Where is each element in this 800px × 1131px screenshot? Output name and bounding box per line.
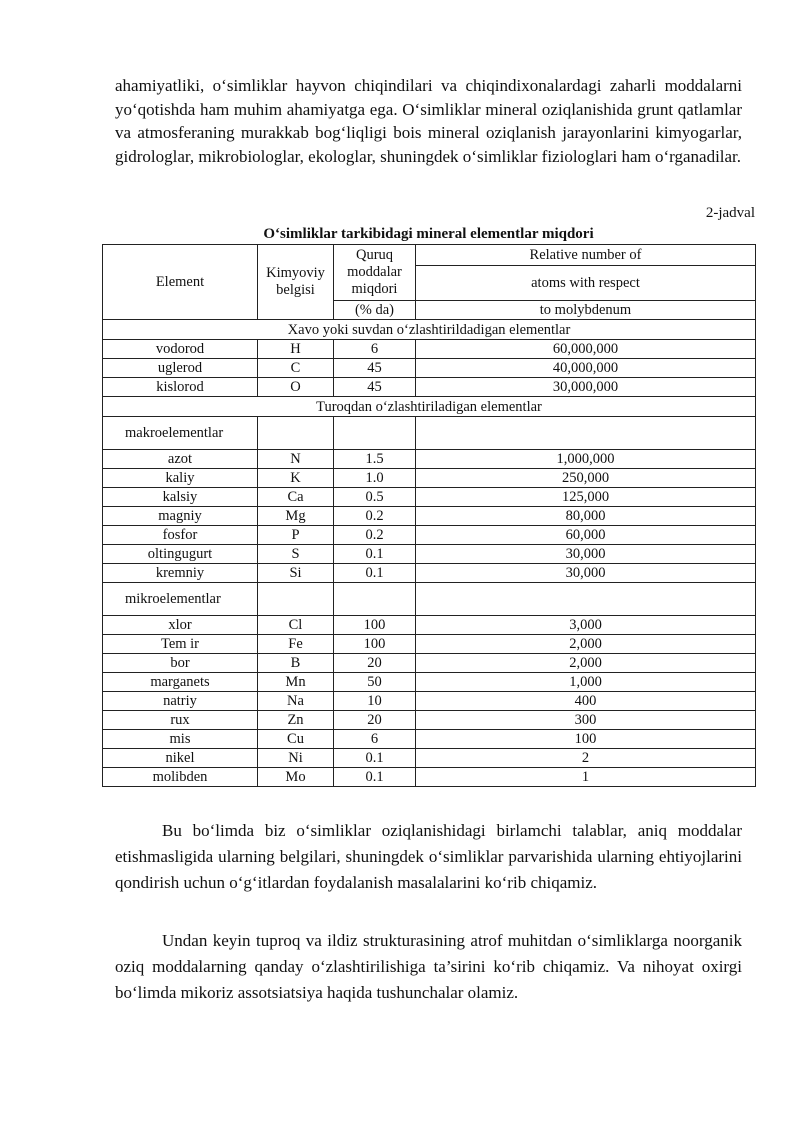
element-name: oltingugurt — [103, 545, 258, 564]
relative-atoms: 60,000 — [416, 526, 756, 545]
element-symbol: P — [258, 526, 334, 545]
element-symbol: O — [258, 378, 334, 397]
table-row — [103, 635, 756, 654]
element-name: kislorod — [103, 378, 258, 397]
element-symbol: N — [258, 450, 334, 469]
element-symbol: Cl — [258, 616, 334, 635]
element-symbol: Mn — [258, 673, 334, 692]
relative-atoms: 1,000 — [416, 673, 756, 692]
relative-atoms: 2,000 — [416, 635, 756, 654]
empty-cell — [334, 417, 416, 450]
dry-matter-percent: 0.1 — [334, 545, 416, 564]
dry-matter-percent: 0.1 — [334, 749, 416, 768]
relative-atoms: 1,000,000 — [416, 450, 756, 469]
element-symbol: K — [258, 469, 334, 488]
paragraph-2: Bu bo‘limda biz o‘simliklar oziqlanishidagi birlamchi talablar, aniq moddalar etishmasligida ularning belgilari, shuningdek o‘simliklar parvarishida ularning ehtiyojlarini qondirish uchun o‘g‘itlardan foydalanish masalalarini ko‘rib chiqamiz. — [115, 821, 742, 892]
dry-matter-percent: 45 — [334, 359, 416, 378]
header-relative-1: Relative number of — [416, 245, 756, 266]
table-label: 2-jadval — [705, 205, 755, 221]
element-symbol: Si — [258, 564, 334, 583]
table-row — [103, 768, 756, 787]
element-symbol: C — [258, 359, 334, 378]
empty-cell — [416, 417, 756, 450]
section-row — [103, 320, 756, 340]
dry-matter-percent: 0.1 — [334, 564, 416, 583]
table-row — [103, 692, 756, 711]
relative-atoms: 30,000 — [416, 564, 756, 583]
relative-atoms: 250,000 — [416, 469, 756, 488]
table-row — [103, 340, 756, 359]
table-row — [103, 545, 756, 564]
relative-atoms: 100 — [416, 730, 756, 749]
table-row — [103, 450, 756, 469]
dry-matter-percent: 6 — [334, 340, 416, 359]
group-row — [103, 417, 756, 450]
relative-atoms: 125,000 — [416, 488, 756, 507]
table-body — [103, 245, 756, 787]
header-symbol: Kimyoviy belgisi — [258, 245, 334, 320]
group-microelements: mikroelementlar — [103, 583, 258, 616]
table-row — [103, 564, 756, 583]
dry-matter-percent: 20 — [334, 711, 416, 730]
section-air-water: Xavo yoki suvdan o‘zlashtirildadigan elementlar — [103, 320, 756, 340]
element-symbol: Fe — [258, 635, 334, 654]
relative-atoms: 300 — [416, 711, 756, 730]
dry-matter-percent: 1.0 — [334, 469, 416, 488]
element-name: azot — [103, 450, 258, 469]
dry-matter-percent: 0.2 — [334, 507, 416, 526]
dry-matter-percent: 10 — [334, 692, 416, 711]
element-symbol: Ni — [258, 749, 334, 768]
table-row — [103, 749, 756, 768]
element-name: vodorod — [103, 340, 258, 359]
dry-matter-percent: 100 — [334, 616, 416, 635]
element-symbol: Na — [258, 692, 334, 711]
relative-atoms: 80,000 — [416, 507, 756, 526]
header-dry-unit: (% da) — [334, 301, 416, 320]
header-element: Element — [103, 245, 258, 320]
relative-atoms: 1 — [416, 768, 756, 787]
element-name: natriy — [103, 692, 258, 711]
table-title: O‘simliklar tarkibidagi mineral elementlar miqdori — [263, 226, 594, 242]
element-name: nikel — [103, 749, 258, 768]
section-row — [103, 397, 756, 417]
table-row — [103, 359, 756, 378]
group-row — [103, 583, 756, 616]
dry-matter-percent: 20 — [334, 654, 416, 673]
element-name: rux — [103, 711, 258, 730]
relative-atoms: 30,000 — [416, 545, 756, 564]
relative-atoms: 3,000 — [416, 616, 756, 635]
header-relative-3: to molybdenum — [416, 301, 756, 320]
element-name: mis — [103, 730, 258, 749]
relative-atoms: 2,000 — [416, 654, 756, 673]
section-soil: Turoqdan o‘zlashtiriladigan elementlar — [103, 397, 756, 417]
element-symbol: Mo — [258, 768, 334, 787]
table-row — [103, 616, 756, 635]
paragraph-3: Undan keyin tuproq va ildiz strukturasining atrof muhitdan o‘simliklarga noorganik oziq moddalarning qanday o‘zlashtirilishiga ta’sirini ko‘rib chiqamiz. Va nihoyat oxirgi bo‘limda mikoriz assotsiatsiya haqida tushunchalar olamiz. — [115, 931, 742, 1002]
dry-matter-percent: 50 — [334, 673, 416, 692]
mineral-elements-table — [102, 244, 756, 787]
element-name: molibden — [103, 768, 258, 787]
relative-atoms: 400 — [416, 692, 756, 711]
element-name: kalsiy — [103, 488, 258, 507]
element-symbol: B — [258, 654, 334, 673]
dry-matter-percent: 45 — [334, 378, 416, 397]
dry-matter-percent: 0.2 — [334, 526, 416, 545]
element-name: fosfor — [103, 526, 258, 545]
table-row — [103, 711, 756, 730]
element-symbol: Ca — [258, 488, 334, 507]
table-row — [103, 654, 756, 673]
header-dry-matter: Quruq moddalar miqdori — [334, 245, 416, 301]
table-row — [103, 730, 756, 749]
header-relative-2: atoms with respect — [416, 266, 756, 301]
relative-atoms: 60,000,000 — [416, 340, 756, 359]
element-name: uglerod — [103, 359, 258, 378]
element-symbol: Zn — [258, 711, 334, 730]
table-row — [103, 378, 756, 397]
element-name: xlor — [103, 616, 258, 635]
dry-matter-percent: 0.5 — [334, 488, 416, 507]
intro-paragraph: ahamiyatliki, o‘simliklar hayvon chiqindilari va chiqindixonalardagi zaharli moddalarni yo‘qotishda ham muhim ahamiyatga ega. O‘simliklar mineral oziqlanishida grunt qatlamlar va atmosferaning murakkab bog‘liqligi bois mineral oziqlanish jarayonlarini kimyogarlar, gidrologlar, mikrobiologlar, ekologlar, shuningdek o‘simliklar fiziologlari ham o‘rganadilar. — [115, 76, 742, 166]
element-symbol: H — [258, 340, 334, 359]
element-name: kremniy — [103, 564, 258, 583]
table-row — [103, 469, 756, 488]
element-name: magniy — [103, 507, 258, 526]
table-row — [103, 488, 756, 507]
empty-cell — [258, 583, 334, 616]
dry-matter-percent: 100 — [334, 635, 416, 654]
element-name: bor — [103, 654, 258, 673]
group-macroelements: makroelementlar — [103, 417, 258, 450]
element-symbol: Cu — [258, 730, 334, 749]
dry-matter-percent: 6 — [334, 730, 416, 749]
table-row — [103, 673, 756, 692]
element-symbol: S — [258, 545, 334, 564]
element-name: marganets — [103, 673, 258, 692]
element-symbol: Mg — [258, 507, 334, 526]
table-row — [103, 526, 756, 545]
dry-matter-percent: 0.1 — [334, 768, 416, 787]
relative-atoms: 40,000,000 — [416, 359, 756, 378]
header-row — [103, 245, 756, 266]
empty-cell — [334, 583, 416, 616]
relative-atoms: 30,000,000 — [416, 378, 756, 397]
empty-cell — [416, 583, 756, 616]
element-name: kaliy — [103, 469, 258, 488]
empty-cell — [258, 417, 334, 450]
element-name: Tem ir — [103, 635, 258, 654]
dry-matter-percent: 1.5 — [334, 450, 416, 469]
relative-atoms: 2 — [416, 749, 756, 768]
table-row — [103, 507, 756, 526]
